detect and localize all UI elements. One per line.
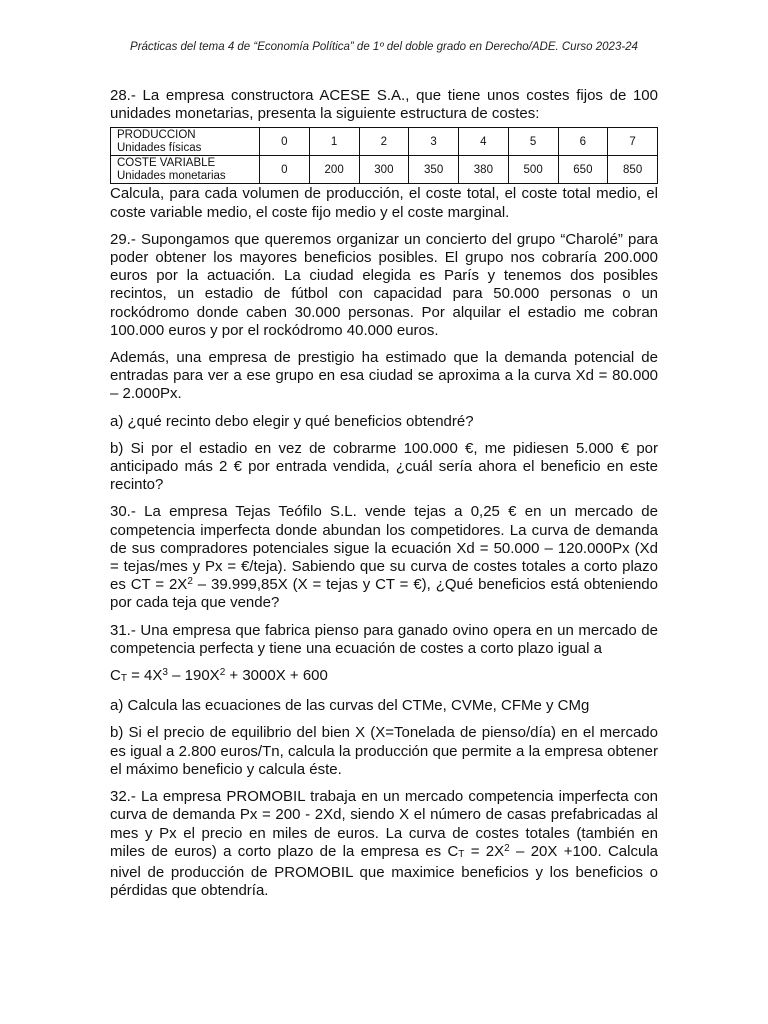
exercise-31-statement: 31.- Una empresa que fabrica pienso para ganado ovino opera en un mercado de competencia perfecta y tiene una ecuación de costes a corto plazo igual a [110,621,658,657]
variable-cost-row-header [111,156,260,184]
document-body [110,87,658,909]
exercise-30-exponent: 2 [187,576,193,588]
exercise-30-statement [110,503,658,612]
page-header: Prácticas del tema 4 de “Economía Política” de 1º del doble grado en Derecho/ADE. Curso 2023-24 [130,41,638,53]
production-cell: 1 [309,128,359,156]
eq-part-3: + 3000X + 600 [225,667,328,685]
variable-cost-cell: 850 [608,156,658,184]
production-cell: 6 [558,128,608,156]
production-cell: 2 [359,128,409,156]
variable-cost-unit: Unidades monetarias [117,169,226,182]
cost-table [110,127,658,184]
production-cell: 7 [608,128,658,156]
variable-cost-row [111,156,658,184]
eq-exp-1: 3 [162,667,168,679]
eq-subscript: T [120,673,127,685]
variable-cost-cell: 380 [459,156,509,184]
exercise-32-text-2: = 2X [464,842,505,860]
production-cell: 3 [409,128,459,156]
exercise-28-question: Calcula, para cada volumen de producción, el coste total, el coste total medio, el coste variable medio, el coste fijo medio y el coste marginal. [110,185,658,221]
variable-cost-cell: 350 [409,156,459,184]
exercise-30-text-1: 30.- La empresa Tejas Teófilo S.L. vende tejas a 0,25 € en un mercado de competencia imperfecta donde abundan los competidores. La curva de demanda de sus compradores potenciales sigue la ecuación Xd = 50.000 – 120.000Px (Xd = tejas/mes y Px = €/teja). Sabiendo que su curva de costes totales a corto plazo es CT = 2X [110,503,658,594]
eq-exp-2: 2 [219,667,226,679]
exercise-32-subscript: T [458,848,465,860]
exercise-31-question-a: a) Calcula las ecuaciones de las curvas del CTMe, CVMe, CFMe y CMg [110,697,590,715]
exercise-30-text-2: – 39.999,85X (X = tejas y CT = €), ¿Qué beneficios está obteniendo por cada teja que vende? [110,576,658,612]
variable-cost-cell: 0 [260,156,310,184]
production-unit: Unidades físicas [117,141,202,154]
exercise-32-text-3: – 20X +100. Calcula nivel de producción de PROMOBIL que maximice beneficios y los beneficios o pérdidas que obtendría. [110,842,658,900]
variable-cost-cell: 650 [558,156,608,184]
exercise-29-question-b: b) Si por el estadio en vez de cobrarme 100.000 €, me pidiesen 5.000 € por anticipado más 2 € por entrada vendida, ¿cuál sería ahora el beneficio en este recinto? [110,439,658,494]
variable-cost-cell: 300 [359,156,409,184]
variable-cost-cell: 200 [309,156,359,184]
production-cell: 5 [508,128,558,156]
eq-c: C [110,667,121,685]
exercise-31-question-b: b) Si el precio de equilibrio del bien X (X=Tonelada de pienso/día) en el mercado es igual a 2.800 euros/Tn, calcula la producción que permite a la empresa obtener el máximo beneficio y calcula éste. [110,724,658,778]
production-cell: 0 [260,128,310,156]
variable-cost-title: COSTE VARIABLE [117,156,216,169]
production-row-header [111,128,260,156]
exercise-31-cost-equation [110,667,658,688]
exercise-29-demand: Además, una empresa de prestigio ha estimado que la demanda potencial de entradas para ver a ese grupo en esa ciudad se aproxima a la curva Xd = 80.000 – 2.000Px. [110,349,658,403]
production-cell: 4 [459,128,509,156]
production-title: PRODUCCION [117,128,196,141]
exercise-32-exponent: 2 [504,842,510,854]
exercise-29-question-a: a) ¿qué recinto debo elegir y qué beneficios obtendré? [110,412,474,430]
production-row [111,128,658,156]
exercise-32-statement [110,788,658,900]
variable-cost-cell: 500 [508,156,558,184]
eq-part-1: = 4X [126,667,163,685]
exercise-32-text-1: 32.- La empresa PROMOBIL trabaja en un mercado competencia imperfecta con curva de demanda Px = 200 - 2Xd, siendo X el número de casas prefabricadas al mes y Px el precio en miles de euros. La curva de costes totales (también en miles de euros) a corto plazo de la empresa es C [110,788,658,860]
exercise-29-statement: 29.- Supongamos que queremos organizar un concierto del grupo “Charolé” para poder obtener los mayores beneficios posibles. El grupo nos cobraría 200.000 euros por la actuación. La ciudad elegida es París y tenemos dos posibles recintos, un estadio de fútbol con capacidad para 50.000 personas o un rockódromo donde caben 30.000 personas. Por alquilar el estadio me cobran 100.000 euros y por el rockódromo 40.000 euros. [110,230,658,339]
exercise-28-intro: 28.- La empresa constructora ACESE S.A., que tiene unos costes fijos de 100 unidades monetarias, presenta la siguiente estructura de costes: [110,87,658,123]
eq-part-2: – 190X [167,667,220,685]
